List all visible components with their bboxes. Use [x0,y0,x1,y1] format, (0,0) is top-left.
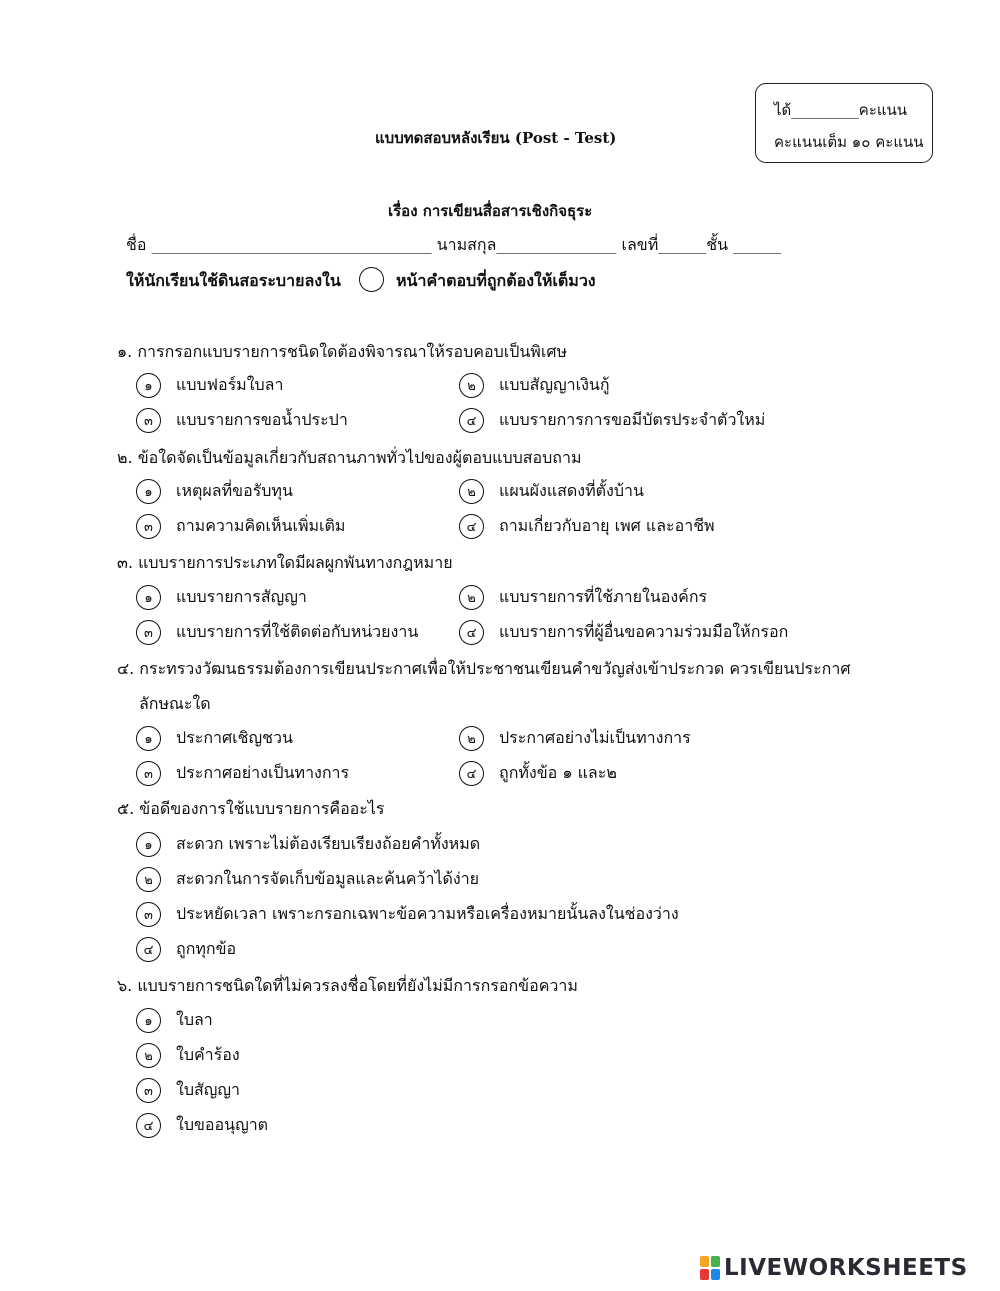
option-text: สะดวก เพราะไม่ต้องเรียบเรียงถ้อยคำทั้งหมด [176,834,481,853]
option-text: สะดวกในการจัดเก็บข้อมูลและค้นคว้าได้ง่าย [176,869,480,888]
class-field[interactable]: ______ [733,235,782,254]
q5-option-4[interactable] [136,937,236,962]
q6-option-4[interactable] [136,1113,268,1138]
logo-block [700,1269,709,1280]
answer-bubble[interactable]: ๔ [136,1113,161,1138]
option-text: ถูกทั้งข้อ ๑ และ๒ [499,763,617,782]
option-text: ถามเกี่ยวกับอายุ เพศ และอาชีพ [499,516,715,535]
q1-option-1[interactable] [136,373,283,398]
liveworksheets-logo [700,1255,968,1281]
option-text: แบบรายการที่ใช้ติดต่อกับหน่วยงาน [176,622,419,641]
option-text: แผนผังแสดงที่ตั้งบ้าน [499,481,644,500]
q2-option-2[interactable] [459,479,644,504]
option-text: ประกาศอย่างเป็นทางการ [176,763,350,782]
q1-option-2[interactable] [459,373,610,398]
option-text: ประหยัดเวลา เพราะกรอกเฉพาะข้อความหรือเครื่องหมายนั้นลงในช่องว่าง [176,904,679,923]
option-text: ประกาศอย่างไม่เป็นทางการ [499,728,691,747]
option-text: ใบขออนุญาต [176,1115,269,1134]
q6-option-2[interactable] [136,1043,240,1068]
option-text: ประกาศเชิญชวน [176,728,293,747]
name-label: ชื่อ [126,235,147,254]
answer-bubble[interactable]: ๒ [459,479,484,504]
sample-answer-circle [359,267,384,292]
option-text: แบบรายการที่ผู้อื่นขอความร่วมมือให้กรอก [499,622,789,641]
question-6: ๖. แบบรายการชนิดใดที่ไม่ควรลงชื่อโดยที่ยังไม่มีการกรอกข้อความ [117,976,578,995]
q6-option-1[interactable] [136,1008,213,1033]
logo-block [700,1256,709,1267]
class-label: ชั้น [706,235,729,254]
q2-option-3[interactable] [136,514,345,539]
q6-option-3[interactable] [136,1078,240,1103]
answer-bubble[interactable]: ๔ [459,408,484,433]
option-text: แบบสัญญาเงินกู้ [499,375,610,394]
score-full: คะแนนเต็ม ๑๐ คะแนน [774,133,924,151]
answer-bubble[interactable]: ๑ [136,373,161,398]
answer-bubble[interactable]: ๑ [136,585,161,610]
q3-option-3[interactable] [136,620,418,645]
q5-option-3[interactable] [136,902,679,927]
answer-bubble[interactable]: ๔ [459,620,484,645]
answer-bubble[interactable]: ๓ [136,514,161,539]
q4-option-3[interactable] [136,761,349,786]
answer-bubble[interactable]: ๓ [136,761,161,786]
q4-option-1[interactable] [136,726,293,751]
question-4: ๔. กระทรวงวัฒนธรรมต้องการเขียนประกาศเพื่อให้ประชาชนเขียนคำขวัญส่งเข้าประกวด ควรเขียนประกาศ [117,659,851,678]
question-5: ๕. ข้อดีของการใช้แบบรายการคืออะไร [117,799,385,818]
answer-bubble[interactable]: ๑ [136,832,161,857]
instruction-after: หน้าคำตอบที่ถูกต้องให้เต็มวง [396,271,596,290]
score-obtained: ได้_________คะแนน [774,101,908,119]
question-3: ๓. แบบรายการประเภทใดมีผลผูกพันทางกฎหมาย [117,553,453,572]
answer-bubble[interactable]: ๒ [459,726,484,751]
q2-option-1[interactable] [136,479,293,504]
option-text: ใบคำร้อง [176,1045,240,1064]
answer-bubble[interactable]: ๓ [136,620,161,645]
logo-block [711,1269,720,1280]
question-2: ๒. ข้อใดจัดเป็นข้อมูลเกี่ยวกับสถานภาพทั่วไปของผู้ตอบแบบสอบถาม [117,448,582,467]
q1-option-3[interactable] [136,408,348,433]
q2-option-4[interactable] [459,514,715,539]
answer-bubble[interactable]: ๒ [136,867,161,892]
answer-bubble[interactable]: ๔ [136,937,161,962]
answer-bubble[interactable]: ๑ [136,1008,161,1033]
q4-option-4[interactable] [459,761,617,786]
score-box [755,83,933,163]
number-label: เลขที่ [621,235,659,254]
option-text: ใบสัญญา [176,1080,240,1099]
q3-option-2[interactable] [459,585,707,610]
q5-option-2[interactable] [136,867,479,892]
answer-bubble[interactable]: ๓ [136,408,161,433]
answer-bubble[interactable]: ๑ [136,479,161,504]
name-field[interactable]: ___________________________________ [151,235,432,254]
question-1: ๑. การกรอกแบบรายการชนิดใดต้องพิจารณาให้รอบคอบเป็นพิเศษ [117,342,568,361]
answer-bubble[interactable]: ๔ [459,514,484,539]
q1-option-4[interactable] [459,408,765,433]
surname-field[interactable]: _______________ [496,235,617,254]
logo-text: LIVEWORKSHEETS [724,1255,968,1281]
answer-bubble[interactable]: ๒ [136,1043,161,1068]
option-text: แบบรายการการขอมีบัตรประจำตัวใหม่ [499,410,766,429]
answer-bubble[interactable]: ๔ [459,761,484,786]
option-text: ถูกทุกข้อ [176,939,237,958]
answer-bubble[interactable]: ๓ [136,1078,161,1103]
student-info-line [126,233,781,258]
surname-label: นามสกุล [436,235,497,254]
test-title: แบบทดสอบหลังเรียน (Post - Test) [375,129,617,147]
instruction-before: ให้นักเรียนใช้ดินสอระบายลงใน [126,271,341,290]
logo-blocks-icon [700,1256,720,1280]
q5-option-1[interactable] [136,832,480,857]
answer-bubble[interactable]: ๓ [136,902,161,927]
option-text: ใบลา [176,1010,213,1029]
answer-bubble[interactable]: ๒ [459,585,484,610]
option-text: แบบฟอร์มใบลา [176,375,284,394]
option-text: แบบรายการที่ใช้ภายในองค์กร [499,587,708,606]
topic-title: เรื่อง การเขียนสื่อสารเชิงกิจธุระ [388,202,593,220]
number-field[interactable]: ______ [658,235,707,254]
answer-bubble[interactable]: ๒ [459,373,484,398]
q4-option-2[interactable] [459,726,691,751]
q3-option-1[interactable] [136,585,307,610]
logo-block [711,1256,720,1267]
q3-option-4[interactable] [459,620,788,645]
option-text: แบบรายการสัญญา [176,587,307,606]
question-4-continued: ลักษณะใด [139,694,211,713]
option-text: ถามความคิดเห็นเพิ่มเติม [176,516,346,535]
option-text: เหตุผลที่ขอรับทุน [176,481,293,500]
option-text: แบบรายการขอน้ำประปา [176,410,348,429]
answer-bubble[interactable]: ๑ [136,726,161,751]
